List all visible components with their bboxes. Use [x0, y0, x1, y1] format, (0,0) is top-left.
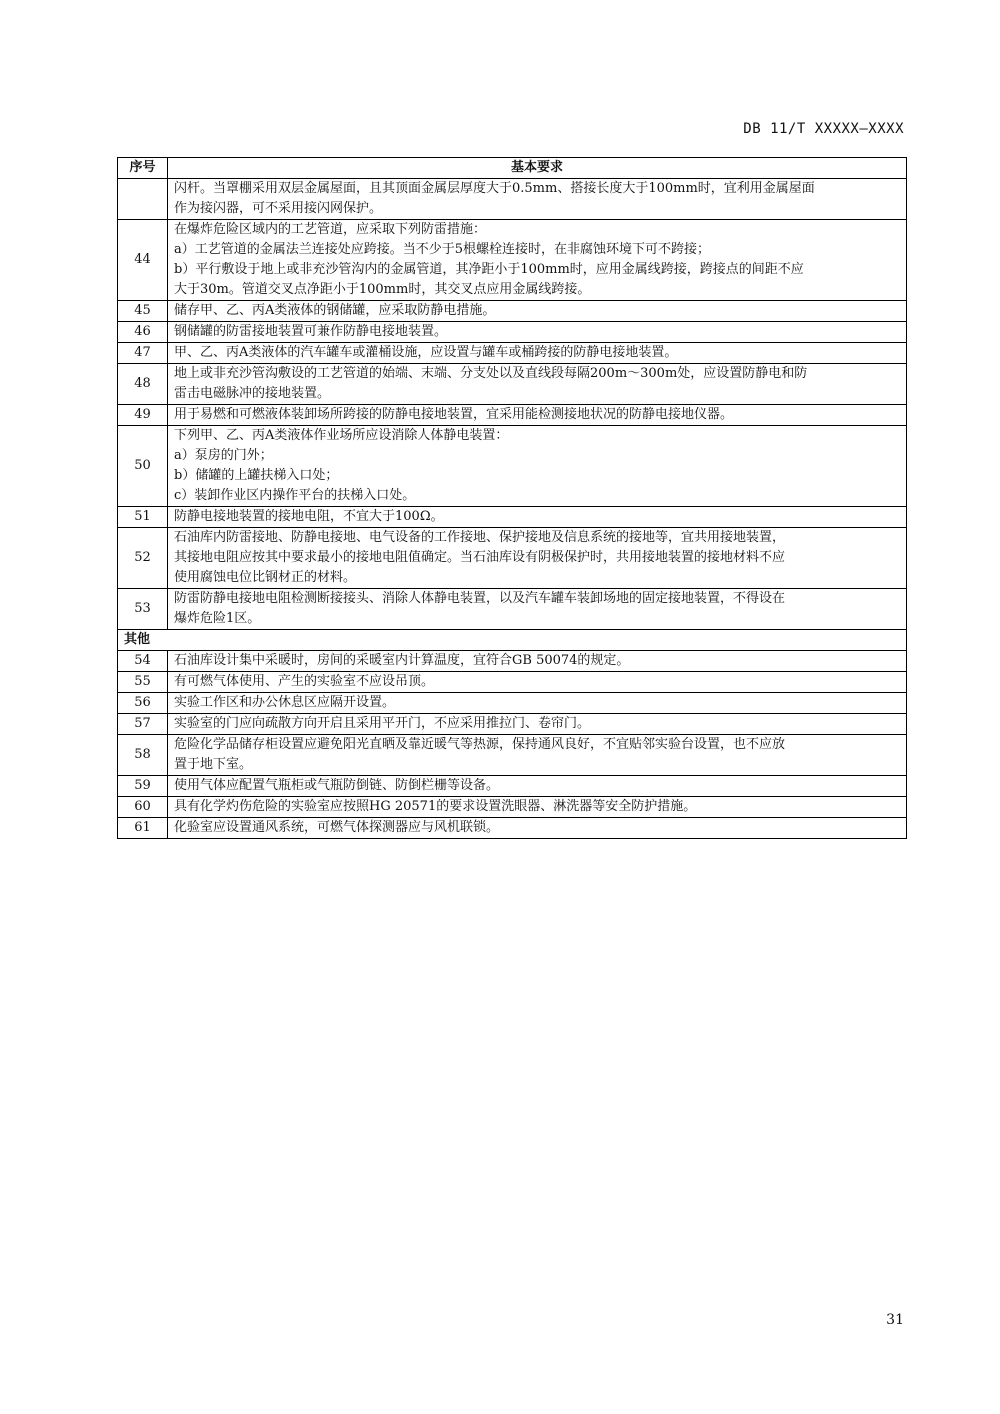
table-row — [118, 776, 907, 797]
requirement-text — [168, 507, 907, 528]
row-number: 53 — [118, 589, 168, 630]
requirement-line: 用于易燃和可燃液体装卸场所跨接的防静电接地装置，宜采用能检测接地状况的防静电接地仪器。 — [174, 407, 734, 422]
requirement-line: 闪杆。当罩棚采用双层金属屋面，且其顶面金属层厚度大于0.5mm、搭接长度大于100mm时，宜利用金属屋面 — [174, 181, 815, 196]
table-row — [118, 301, 907, 322]
requirement-text — [168, 426, 907, 507]
requirement-line: 大于30m。管道交叉点净距小于100mm时，其交叉点应用金属线跨接。 — [174, 282, 591, 297]
requirement-text — [168, 735, 907, 776]
requirement-line: 雷击电磁脉冲的接地装置。 — [174, 386, 331, 401]
requirement-line: 置于地下室。 — [174, 757, 253, 772]
row-number: 47 — [118, 343, 168, 364]
table-row — [118, 364, 907, 405]
table-row — [118, 426, 907, 507]
table-row — [118, 179, 907, 220]
row-number: 50 — [118, 426, 168, 507]
table-row — [118, 528, 907, 589]
requirement-line: 爆炸危险1区。 — [174, 611, 261, 626]
table-header-row — [118, 158, 907, 179]
requirement-text — [168, 179, 907, 220]
row-number: 49 — [118, 405, 168, 426]
document-code: DB 11/T XXXXX—XXXX — [743, 121, 904, 137]
row-number: 46 — [118, 322, 168, 343]
row-number: 61 — [118, 818, 168, 839]
table-row — [118, 735, 907, 776]
requirement-line: 有可燃气体使用、产生的实验室不应设吊顶。 — [174, 674, 435, 689]
requirement-line: 使用气体应配置气瓶柜或气瓶防倒链、防倒栏栅等设备。 — [174, 778, 500, 793]
requirement-line: 下列甲、乙、丙A类液体作业场所应设消除人体静电装置： — [174, 428, 509, 443]
row-number: 51 — [118, 507, 168, 528]
requirement-text — [168, 364, 907, 405]
requirement-line: 危险化学品储存柜设置应避免阳光直晒及靠近暖气等热源，保持通风良好，不宜贴邻实验台设置，也不应放 — [174, 737, 786, 752]
requirement-line: 钢储罐的防雷接地装置可兼作防静电接地装置。 — [174, 324, 448, 339]
requirements-table — [117, 157, 907, 839]
row-number: 45 — [118, 301, 168, 322]
table-row — [118, 589, 907, 630]
requirement-line: 石油库内防雷接地、防静电接地、电气设备的工作接地、保护接地及信息系统的接地等，宜共用接地装置， — [174, 530, 786, 545]
table-row — [118, 693, 907, 714]
requirement-line: 实验工作区和办公休息区应隔开设置。 — [174, 695, 396, 710]
table-row — [118, 220, 907, 301]
table-body — [118, 179, 907, 839]
row-number: 54 — [118, 651, 168, 672]
requirement-text — [168, 343, 907, 364]
requirement-line: 作为接闪器，可不采用接闪网保护。 — [174, 201, 383, 216]
requirement-text — [168, 651, 907, 672]
section-title: 其他 — [118, 630, 907, 651]
requirement-line: 实验室的门应向疏散方向开启且采用平开门，不应采用推拉门、卷帘门。 — [174, 716, 591, 731]
requirement-text — [168, 776, 907, 797]
requirement-text — [168, 797, 907, 818]
requirement-line: b）储罐的上罐扶梯入口处； — [174, 468, 339, 483]
requirement-line: 在爆炸危险区域内的工艺管道，应采取下列防雷措施： — [174, 222, 487, 237]
table-row — [118, 343, 907, 364]
table-row — [118, 405, 907, 426]
section-row — [118, 630, 907, 651]
requirement-line: c）装卸作业区内操作平台的扶梯入口处。 — [174, 488, 416, 503]
requirement-text — [168, 220, 907, 301]
requirement-line: 具有化学灼伤危险的实验室应按照HG 20571的要求设置洗眼器、淋洗器等安全防护措施。 — [174, 799, 697, 814]
requirement-line: a）工艺管道的金属法兰连接处应跨接。当不少于5根螺栓连接时，在非腐蚀环境下可不跨接； — [174, 242, 711, 257]
table-row — [118, 672, 907, 693]
requirement-line: 防雷防静电接地电阻检测断接接头、消除人体静电装置，以及汽车罐车装卸场地的固定接地装置，不得设在 — [174, 591, 786, 606]
requirement-line: 使用腐蚀电位比钢材正的材料。 — [174, 570, 357, 585]
requirement-line: a）泵房的门外； — [174, 448, 273, 463]
row-number: 57 — [118, 714, 168, 735]
table-row — [118, 651, 907, 672]
column-header-number: 序号 — [118, 158, 168, 179]
table-row — [118, 797, 907, 818]
table-row — [118, 714, 907, 735]
row-number — [118, 179, 168, 220]
requirement-line: 防静电接地装置的接地电阻，不宜大于100Ω。 — [174, 509, 444, 524]
table-row — [118, 818, 907, 839]
row-number: 56 — [118, 693, 168, 714]
row-number: 60 — [118, 797, 168, 818]
requirement-text — [168, 818, 907, 839]
requirement-text — [168, 714, 907, 735]
row-number: 55 — [118, 672, 168, 693]
requirement-line: 甲、乙、丙A类液体的汽车罐车或灌桶设施，应设置与罐车或桶跨接的防静电接地装置。 — [174, 345, 678, 360]
requirement-text — [168, 672, 907, 693]
table-row — [118, 507, 907, 528]
requirement-line: 地上或非充沙管沟敷设的工艺管道的始端、末端、分支处以及直线段每隔200m～300m处，应设置防静电和防 — [174, 366, 808, 381]
requirement-line: 其接地电阻应按其中要求最小的接地电阻值确定。当石油库设有阴极保护时，共用接地装置的接地材料不应 — [174, 550, 786, 565]
requirement-text — [168, 528, 907, 589]
row-number: 44 — [118, 220, 168, 301]
requirement-text — [168, 322, 907, 343]
requirement-text — [168, 693, 907, 714]
row-number: 59 — [118, 776, 168, 797]
requirement-line: b）平行敷设于地上或非充沙管沟内的金属管道，其净距小于100mm时，应用金属线跨接，跨接点的间距不应 — [174, 262, 804, 277]
column-header-requirement: 基本要求 — [168, 158, 907, 179]
requirement-text — [168, 405, 907, 426]
row-number: 58 — [118, 735, 168, 776]
requirement-text — [168, 301, 907, 322]
table-row — [118, 322, 907, 343]
row-number: 48 — [118, 364, 168, 405]
requirement-line: 石油库设计集中采暖时，房间的采暖室内计算温度，宜符合GB 50074的规定。 — [174, 653, 630, 668]
requirement-text — [168, 589, 907, 630]
row-number: 52 — [118, 528, 168, 589]
page-number: 31 — [886, 1312, 904, 1328]
requirement-line: 化验室应设置通风系统，可燃气体探测器应与风机联锁。 — [174, 820, 500, 835]
requirement-line: 储存甲、乙、丙A类液体的钢储罐，应采取防静电措施。 — [174, 303, 496, 318]
